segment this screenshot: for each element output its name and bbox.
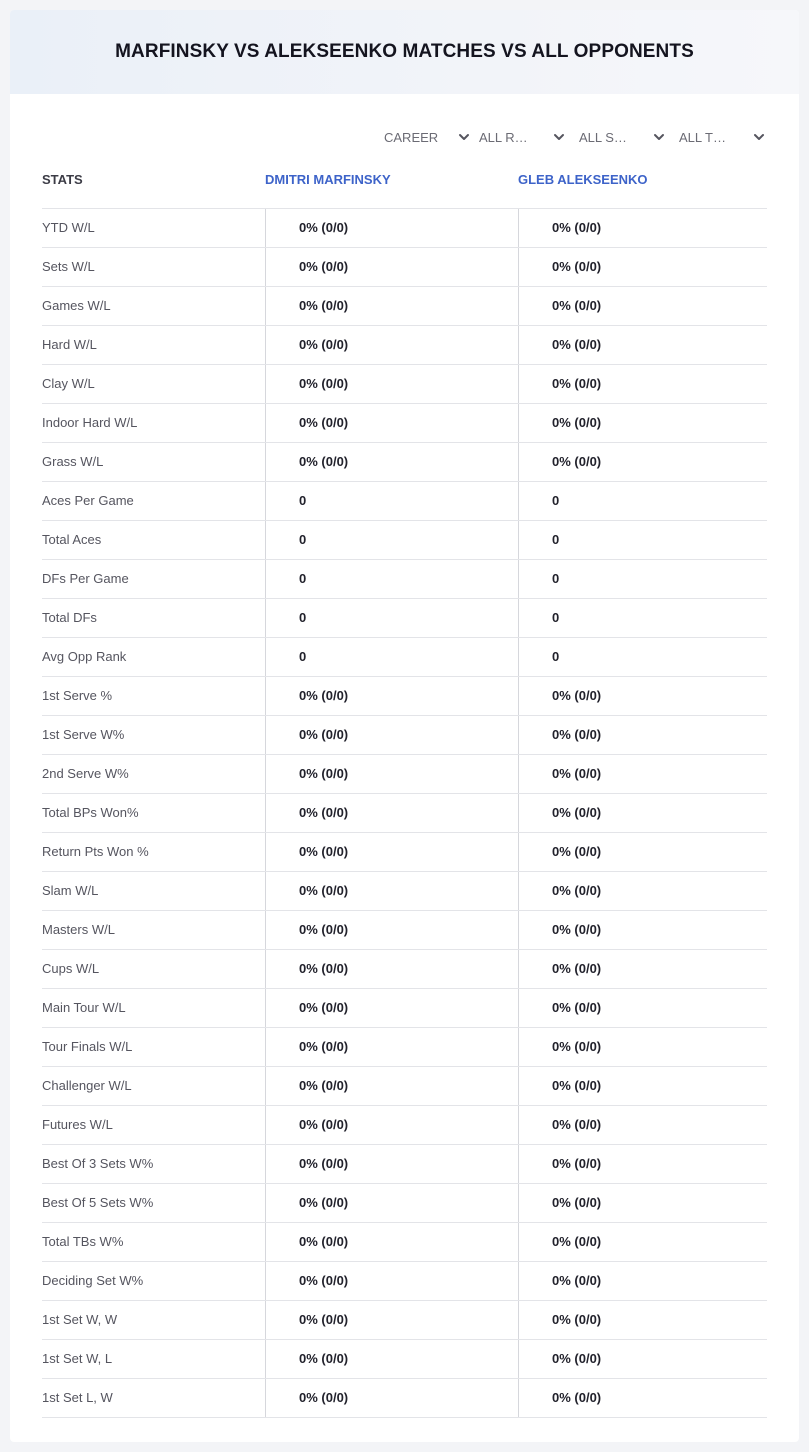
player1-value: 0% (0/0) [265, 833, 518, 871]
filter-tournament-label: ALL T… [679, 129, 726, 145]
filter-bar [382, 126, 774, 148]
stat-label: Hard W/L [42, 337, 97, 352]
player1-value: 0% (0/0) [265, 209, 518, 247]
player2-value: 0% (0/0) [518, 677, 767, 715]
player1-value: 0% (0/0) [265, 1379, 518, 1417]
table-row [42, 677, 767, 716]
player1-value: 0% (0/0) [265, 1340, 518, 1378]
player1-value: 0% (0/0) [265, 365, 518, 403]
player2-value: 0 [518, 521, 767, 559]
player1-value: 0% (0/0) [265, 287, 518, 325]
stats-column-header: STATS [42, 172, 83, 187]
player2-value: 0% (0/0) [518, 287, 767, 325]
player1-value: 0 [265, 560, 518, 598]
player1-value: 0 [265, 521, 518, 559]
filter-tournament-select[interactable] [679, 126, 765, 148]
stat-label: Deciding Set W% [42, 1273, 144, 1288]
table-row [42, 1067, 767, 1106]
player1-value: 0% (0/0) [265, 950, 518, 988]
player2-value: 0% (0/0) [518, 1145, 767, 1183]
stat-label: Total DFs [42, 610, 97, 625]
stat-label: Return Pts Won % [42, 844, 149, 859]
player1-value: 0% (0/0) [265, 989, 518, 1027]
stat-label: Total TBs W% [42, 1234, 124, 1249]
stat-label: Slam W/L [42, 883, 99, 898]
stat-label: Best Of 3 Sets W% [42, 1156, 154, 1171]
player2-link[interactable]: GLEB ALEKSEENKO [518, 172, 648, 187]
stat-label: Aces Per Game [42, 493, 134, 508]
table-row [42, 794, 767, 833]
player2-value: 0 [518, 599, 767, 637]
table-row [42, 1145, 767, 1184]
table-row [42, 287, 767, 326]
player2-value: 0 [518, 482, 767, 520]
player1-value: 0 [265, 638, 518, 676]
stat-label: Games W/L [42, 298, 111, 313]
stat-label: Clay W/L [42, 376, 95, 391]
filter-round-select[interactable] [479, 126, 565, 148]
stat-label: Avg Opp Rank [42, 649, 127, 664]
table-row [42, 989, 767, 1028]
table-row [42, 1301, 767, 1340]
player1-value: 0% (0/0) [265, 677, 518, 715]
table-row [42, 911, 767, 950]
player2-value: 0 [518, 638, 767, 676]
player2-value: 0% (0/0) [518, 872, 767, 910]
player2-value: 0% (0/0) [518, 1301, 767, 1339]
table-row [42, 1340, 767, 1379]
table-row [42, 482, 767, 521]
stat-label: Tour Finals W/L [42, 1039, 133, 1054]
player1-value: 0% (0/0) [265, 248, 518, 286]
table-row [42, 209, 767, 248]
table-row [42, 248, 767, 287]
table-row [42, 1379, 767, 1418]
stat-label: 1st Set W, W [42, 1312, 118, 1327]
player1-value: 0% (0/0) [265, 1145, 518, 1183]
player2-value: 0% (0/0) [518, 326, 767, 364]
stat-label: Challenger W/L [42, 1078, 132, 1093]
player1-value: 0 [265, 599, 518, 637]
table-row [42, 833, 767, 872]
stat-label: Masters W/L [42, 922, 115, 937]
player2-value: 0% (0/0) [518, 1262, 767, 1300]
stat-label: YTD W/L [42, 220, 95, 235]
player1-value: 0% (0/0) [265, 1184, 518, 1222]
table-row [42, 638, 767, 677]
table-header [42, 172, 767, 208]
player2-value: 0% (0/0) [518, 1028, 767, 1066]
table-row [42, 521, 767, 560]
player2-value: 0% (0/0) [518, 209, 767, 247]
player2-value: 0% (0/0) [518, 365, 767, 403]
stat-label: Grass W/L [42, 454, 104, 469]
player2-value: 0% (0/0) [518, 443, 767, 481]
stat-label: Futures W/L [42, 1117, 113, 1132]
player1-value: 0% (0/0) [265, 911, 518, 949]
table-row [42, 443, 767, 482]
player1-value: 0% (0/0) [265, 755, 518, 793]
table-row [42, 950, 767, 989]
player2-value: 0% (0/0) [518, 1340, 767, 1378]
player1-value: 0% (0/0) [265, 326, 518, 364]
chevron-down-icon [553, 131, 565, 143]
stats-table [42, 208, 767, 1418]
filter-period-select[interactable] [384, 126, 470, 148]
table-row [42, 1106, 767, 1145]
stat-label: DFs Per Game [42, 571, 129, 586]
filter-round-label: ALL R… [479, 129, 528, 145]
player2-value: 0% (0/0) [518, 248, 767, 286]
player2-value: 0% (0/0) [518, 716, 767, 754]
player2-value: 0% (0/0) [518, 950, 767, 988]
player1-value: 0% (0/0) [265, 1067, 518, 1105]
player2-value: 0% (0/0) [518, 1223, 767, 1261]
table-row [42, 326, 767, 365]
player1-value: 0% (0/0) [265, 716, 518, 754]
player2-value: 0% (0/0) [518, 989, 767, 1027]
player2-value: 0% (0/0) [518, 1106, 767, 1144]
filter-surface-label: ALL S… [579, 129, 627, 145]
stat-label: Total Aces [42, 532, 102, 547]
table-row [42, 599, 767, 638]
table-row [42, 1223, 767, 1262]
filter-surface-select[interactable] [579, 126, 665, 148]
player1-value: 0% (0/0) [265, 443, 518, 481]
stat-label: Indoor Hard W/L [42, 415, 138, 430]
table-row [42, 560, 767, 599]
table-row [42, 716, 767, 755]
player2-value: 0% (0/0) [518, 755, 767, 793]
table-row [42, 1184, 767, 1223]
player1-value: 0% (0/0) [265, 872, 518, 910]
player2-value: 0 [518, 560, 767, 598]
player2-value: 0% (0/0) [518, 833, 767, 871]
stat-label: 2nd Serve W% [42, 766, 129, 781]
stat-label: 1st Set L, W [42, 1390, 113, 1405]
table-row [42, 1028, 767, 1067]
stat-label: Total BPs Won% [42, 805, 139, 820]
stat-label: Best Of 5 Sets W% [42, 1195, 154, 1210]
stat-label: Main Tour W/L [42, 1000, 126, 1015]
player1-value: 0% (0/0) [265, 404, 518, 442]
page-title: MARFINSKY VS ALEKSEENKO MATCHES VS ALL OPPONENTS [115, 41, 694, 62]
player1-link[interactable]: DMITRI MARFINSKY [265, 172, 391, 187]
chevron-down-icon [653, 131, 665, 143]
table-row [42, 1262, 767, 1301]
table-row [42, 755, 767, 794]
page-header [10, 10, 799, 94]
stat-label: 1st Serve W% [42, 727, 125, 742]
stat-label: Sets W/L [42, 259, 95, 274]
filter-period-label: CAREER [384, 129, 439, 145]
player2-value: 0% (0/0) [518, 1067, 767, 1105]
table-row [42, 404, 767, 443]
player1-value: 0% (0/0) [265, 1106, 518, 1144]
player2-value: 0% (0/0) [518, 1379, 767, 1417]
chevron-down-icon [753, 131, 765, 143]
table-row [42, 365, 767, 404]
stat-label: Cups W/L [42, 961, 100, 976]
stats-card [10, 10, 799, 1442]
player2-value: 0% (0/0) [518, 1184, 767, 1222]
player1-value: 0% (0/0) [265, 794, 518, 832]
player2-value: 0% (0/0) [518, 911, 767, 949]
player1-value: 0 [265, 482, 518, 520]
chevron-down-icon [458, 131, 470, 143]
stat-label: 1st Serve % [42, 688, 113, 703]
player1-value: 0% (0/0) [265, 1223, 518, 1261]
table-row [42, 872, 767, 911]
stat-label: 1st Set W, L [42, 1351, 113, 1366]
player2-value: 0% (0/0) [518, 404, 767, 442]
player1-value: 0% (0/0) [265, 1028, 518, 1066]
player1-value: 0% (0/0) [265, 1301, 518, 1339]
player1-value: 0% (0/0) [265, 1262, 518, 1300]
player2-value: 0% (0/0) [518, 794, 767, 832]
